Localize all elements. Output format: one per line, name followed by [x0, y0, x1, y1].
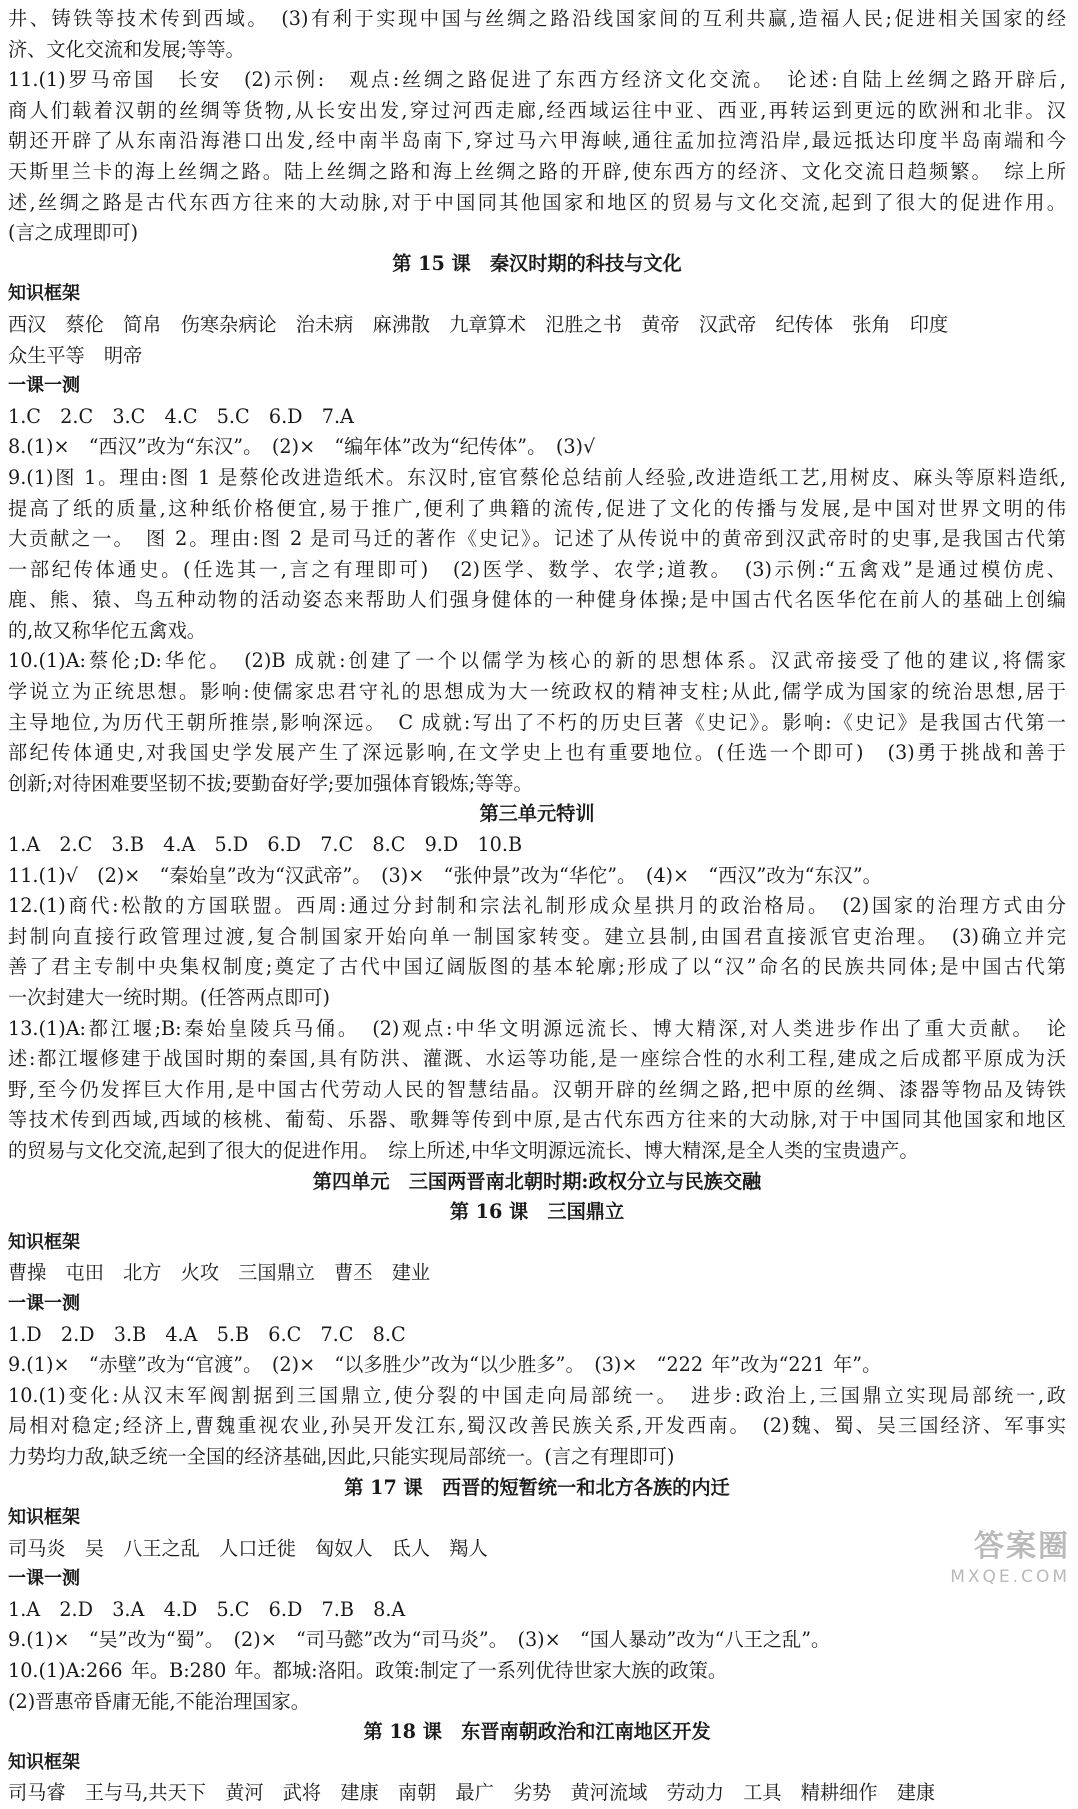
- section-title: 第三单元特训: [479, 802, 595, 826]
- text-line: 力势均力敌,缺乏统一全国的经济基础,因此,只能实现局部统一。(言之有理即可): [8, 1444, 675, 1468]
- text-line: 10.(1)变化:从汉末军阀割据到三国鼎立,使分裂的中国走向局部统一。 进步:政治上,三国鼎立实现局部统一,政: [8, 1383, 1066, 1407]
- section-title: 第四单元 三国两晋南北朝时期:政权分立与民族交融: [312, 1169, 762, 1193]
- text-line: 司马睿 王与马,共天下 黄河 武将 建康 南朝 最广 劣势 黄河流域 劳动力 工具 精耕细作 建康: [8, 1781, 936, 1805]
- text-line: 9.(1)× “赤壁”改为“官渡”。 (2)× “以多胜少”改为“以少胜多”。 (3)× “222 年”改为“221 年”。: [8, 1353, 882, 1377]
- text-line: 商人们载着汉朝的丝绸等货物,从长安出发,穿过河西走廊,经西域运往中亚、西亚,再转运到更远的欧洲和北非。汉: [8, 98, 1066, 122]
- text-line: 鹿、熊、猿、鸟五种动物的活动姿态来帮助人们强身健体的一种健身体操;是中国古代名医华佗在前人的基础上创编: [8, 588, 1066, 612]
- text-line: 11.(1)√ (2)× “秦始皇”改为“汉武帝”。 (3)× “张仲景”改为“华佗”。 (4)× “西汉”改为“东汉”。: [8, 863, 882, 887]
- section-label: 知识框架: [8, 1751, 80, 1773]
- text-line: 济、文化交流和发展;等等。: [8, 37, 245, 61]
- text-line: 述,丝绸之路是古代东西方往来的大动脉,对于中国同其他国家和地区的贸易与文化交流,起到了很大的促进作用。: [8, 190, 1066, 214]
- text-line: 大贡献之一。 图 2。理由:图 2 是司马迁的著作《史记》。记述了从传说中的黄帝到汉武帝时的史事,是我国古代第: [8, 527, 1066, 551]
- text-line: 野,至今仍发挥巨大作用,是中国古代劳动人民的智慧结晶。汉朝开辟的丝绸之路,把中原的丝绸、漆器等物品及铸铁: [8, 1077, 1066, 1101]
- text-line: 部纪传体通史,对我国史学发展产生了深远影响,在文学史上也有重要地位。(任选一个即可) (3)勇于挑战和善于: [8, 741, 1066, 765]
- text-line: 11.(1)罗马帝国 长安 (2)示例: 观点:丝绸之路促进了东西方经济文化交流。 论述:自陆上丝绸之路开辟后,: [8, 68, 1066, 92]
- text-line: 1.D 2.D 3.B 4.A 5.B 6.C 7.C 8.C: [8, 1322, 406, 1346]
- text-line: 10.(1)A:266 年。B:280 年。都城:洛阳。政策:制定了一系列优待世家大族的政策。: [8, 1659, 728, 1683]
- section-label: 一课一测: [8, 375, 80, 397]
- text-line: 学说立为正统思想。影响:使儒家忠君守礼的思想成为大一统政权的精神支柱;从此,儒学成为国家的统治思想,居于: [8, 680, 1066, 704]
- text-line: 西汉 蔡伦 简帛 伤寒杂病论 治未病 麻沸散 九章算术 氾胜之书 黄帝 汉武帝 纪传体 张角 印度: [8, 312, 949, 336]
- text-line: 13.(1)A:都江堰;B:秦始皇陵兵马俑。 (2)观点:中华文明源远流长、博大精深,对人类进步作出了重大贡献。 论: [8, 1016, 1066, 1040]
- section-title: 第 15 课 秦汉时期的科技与文化: [392, 251, 682, 275]
- text-line: 12.(1)商代:松散的方国联盟。西周:通过分封制和宗法礼制形成众星拱月的政治格局。 (2)国家的治理方式由分: [8, 894, 1066, 918]
- text-line: 9.(1)图 1。理由:图 1 是蔡伦改进造纸术。东汉时,宦官蔡伦总结前人经验,改进造纸工艺,用树皮、麻头等原料造纸,: [8, 465, 1066, 489]
- text-line: 提高了纸的质量,这种纸价格便宜,易于推广,便利了典籍的流传,促进了文化的传播与发展,是中国对世界文明的伟: [8, 496, 1066, 520]
- text-line: (言之成理即可): [8, 221, 139, 245]
- text-line: 曹操 屯田 北方 火攻 三国鼎立 曹丕 建业: [8, 1261, 431, 1285]
- text-line: 封制向直接行政管理过渡,复合制国家开始向单一制国家转变。建立县制,由国君直接派官吏治理。 (3)确立并完: [8, 924, 1066, 948]
- text-line: 10.(1)A:蔡伦;D:华佗。 (2)B 成就:创建了一个以儒学为核心的新的思想体系。汉武帝接受了他的建议,将儒家: [8, 649, 1066, 673]
- text-line: 一次封建大一统时期。(任答两点即可): [8, 986, 330, 1009]
- text-line: 天斯里兰卡的海上丝绸之路。陆上丝绸之路和海上丝绸之路的开辟,使东西方的经济、文化交流日趋频繁。 综上所: [8, 159, 1066, 183]
- watermark-logo: [894, 1528, 1070, 1596]
- text-line: 主导地位,为历代王朝所推崇,影响深远。 C 成就:写出了不朽的历史巨著《史记》。影响:《史记》是我国古代第一: [8, 710, 1066, 734]
- text-line: (2)晋惠帝昏庸无能,不能治理国家。: [8, 1689, 310, 1713]
- section-title: 第 18 课 东晋南朝政治和江南地区开发: [363, 1720, 711, 1744]
- text-line: 1.A 2.C 3.B 4.A 5.D 6.D 7.C 8.C 9.D 10.B: [8, 833, 523, 857]
- watermark-url: MXQE.COM: [950, 1567, 1070, 1587]
- text-line: 一部纪传体通史。(任选其一,言之有理即可) (2)医学、数学、农学;道教。 (3)示例:“五禽戏”是通过模仿虎、: [8, 557, 1066, 581]
- section-title: 第 17 课 西晋的短暂统一和北方各族的内迁: [344, 1475, 730, 1499]
- text-line: 善了君主专制中央集权制度;奠定了古代中国辽阔版图的基本轮廓;形成了以“汉”命名的民族共同体;是中国古代第: [8, 955, 1066, 979]
- text-line: 井、铸铁等技术传到西域。 (3)有利于实现中国与丝绸之路沿线国家间的互利共赢,造福人民;促进相关国家的经: [8, 7, 1067, 30]
- text-line: 的,故又称华佗五禽戏。: [8, 618, 206, 642]
- text-line: 1.C 2.C 3.C 4.C 5.C 6.D 7.A: [8, 404, 354, 428]
- section-label: 知识框架: [8, 283, 80, 305]
- text-line: 的贸易与文化交流,起到了很大的促进作用。 综上所述,中华文明源远流长、博大精深,是全人类的宝贵遗产。: [8, 1138, 919, 1162]
- text-line: 1.A 2.D 3.A 4.D 5.C 6.D 7.B 8.A: [8, 1597, 406, 1621]
- section-label: 知识框架: [8, 1507, 80, 1529]
- text-line: 述:都江堰修建于战国时期的秦国,具有防洪、灌溉、水运等功能,是一座综合性的水利工程,建成之后成都平原成为沃: [8, 1047, 1066, 1071]
- text-line: 众生平等 明帝: [8, 343, 143, 367]
- section-title: 第 16 课 三国鼎立: [449, 1200, 625, 1224]
- text-line: 局相对稳定;经济上,曹魏重视农业,孙吴开发江东,蜀汉改善民族关系,开发西南。 (2)魏、蜀、吴三国经济、军事实: [8, 1414, 1066, 1438]
- section-label: 一课一测: [8, 1292, 80, 1314]
- section-label: 知识框架: [8, 1231, 80, 1253]
- text-line: 司马炎 吴 八王之乱 人口迁徙 匈奴人 氐人 羯人: [8, 1536, 488, 1560]
- text-line: 朝还开辟了从东南沿海港口出发,经中南半岛南下,穿过马六甲海峡,通往孟加拉湾沿岸,最远抵达印度半岛南端和今: [8, 129, 1066, 153]
- text-line: 9.(1)× “吴”改为“蜀”。 (2)× “司马懿”改为“司马炎”。 (3)× “国人暴动”改为“八王之乱”。: [8, 1628, 831, 1652]
- text-line: 等技术传到西域,西域的核桃、葡萄、乐器、歌舞等传到中原,是古代东西方往来的大动脉,对于中国同其他国家和地区: [8, 1108, 1066, 1132]
- watermark-title: 答案圈: [974, 1529, 1070, 1564]
- section-label: 一课一测: [8, 1568, 80, 1590]
- text-line: 8.(1)× “西汉”改为“东汉”。 (2)× “编年体”改为“纪传体”。 (3)√: [8, 435, 596, 459]
- text-line: 创新;对待困难要坚韧不拔;要勤奋好学;要加强体育锻炼;等等。: [8, 771, 533, 795]
